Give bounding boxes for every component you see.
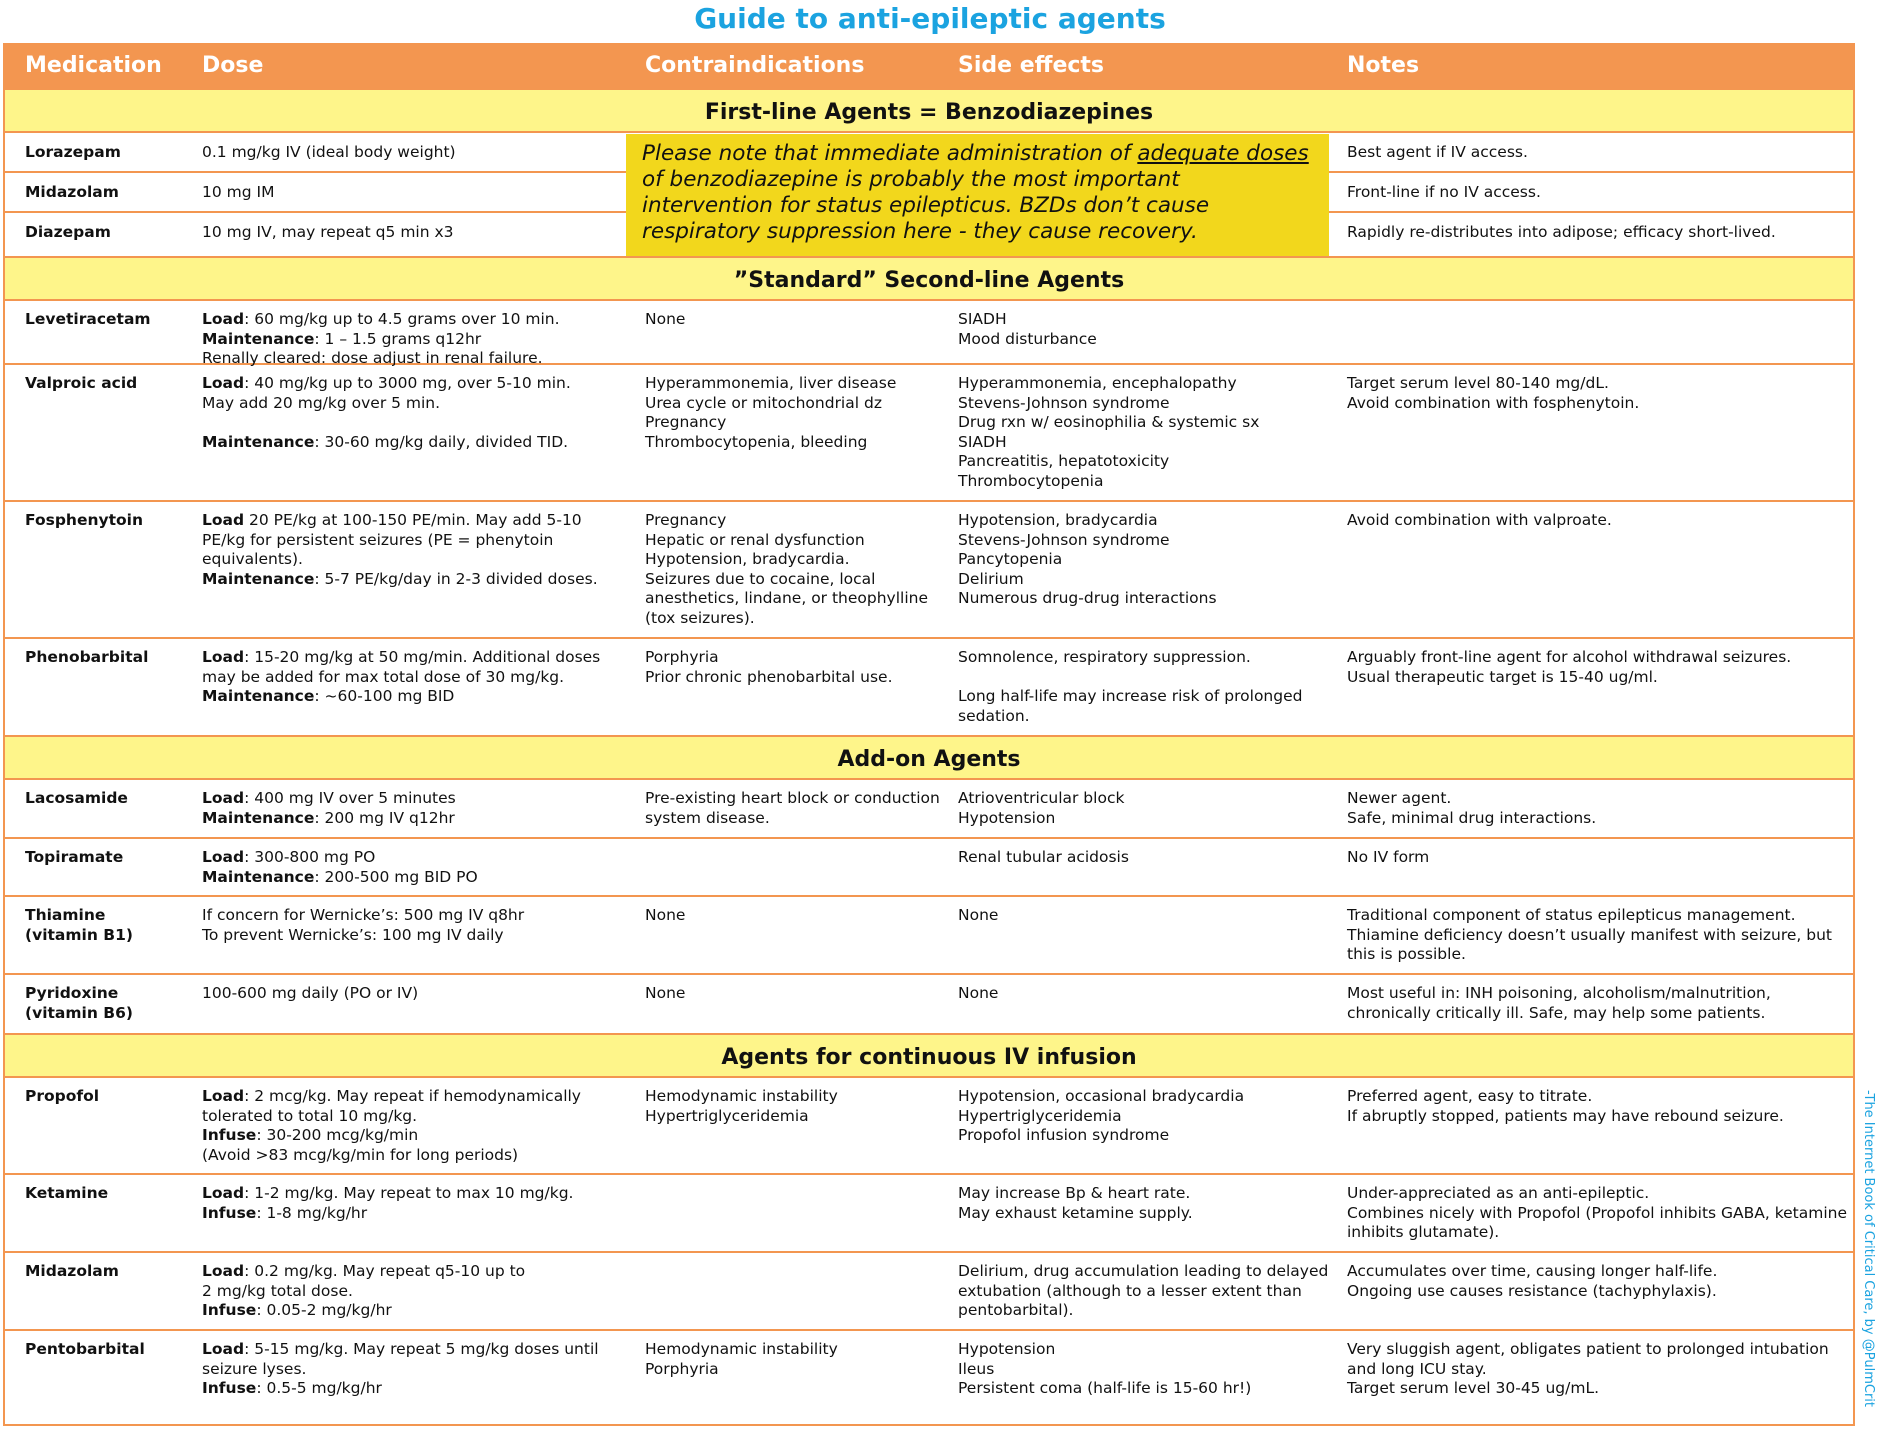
infuse-label: Infuse	[202, 1126, 257, 1144]
maintenance-text: : 200 mg IV q12hr	[314, 808, 455, 827]
dose-cell: 100-600 mg daily (PO or IV)	[202, 984, 419, 1002]
notes-cell: Preferred agent, easy to titrate. If abruptly stopped, patients may have rebound seizure.	[1347, 1087, 1784, 1125]
table-row	[5, 301, 1853, 365]
dose-cell	[202, 310, 642, 369]
medication-cell: Valproic acid	[25, 374, 138, 392]
medication-cell: Fosphenytoin	[25, 511, 144, 529]
contraindications-cell: Porphyria Prior chronic phenobarbital use.	[645, 648, 893, 686]
medication-cell: Pentobarbital	[25, 1340, 145, 1358]
section-header-add-on: Add-on Agents	[5, 735, 1853, 780]
dose-cell: 10 mg IM	[202, 183, 275, 201]
dose-cell	[202, 1262, 642, 1321]
column-header-notes: Notes	[1347, 53, 1420, 78]
notes-cell: Rapidly re-distributes into adipose; efficacy short-lived.	[1347, 223, 1776, 241]
infuse-text: : 1-8 mg/kg/hr	[256, 1203, 368, 1222]
side-effects-cell: None	[958, 906, 999, 924]
contraindications-cell: None	[645, 310, 686, 328]
maintenance-label: Maintenance	[202, 329, 315, 348]
infuse-text: : 0.5-5 mg/kg/hr	[256, 1379, 382, 1397]
notes-cell: Traditional component of status epilepticus management. Thiamine deficiency doesn’t usually manifest with seizure, but this is possible.	[1347, 906, 1833, 963]
page-title: Guide to anti-epileptic agents	[694, 2, 1166, 35]
side-effects-cell: Hypotension, occasional bradycardia Hypertriglyceridemia Propofol infusion syndrome	[958, 1087, 1245, 1144]
dose-cell	[202, 511, 622, 589]
table-row	[5, 780, 1853, 839]
load-label: Load	[202, 1340, 245, 1358]
callout-text-end: of benzodiazepine is probably the most important intervention for status epilepticus. BZDs don’t cause respiratory suppression here - they cause recovery.	[642, 167, 1210, 244]
column-header-medication: Medication	[25, 53, 162, 78]
table-row	[5, 502, 1853, 639]
medication-cell: Lacosamide	[25, 789, 128, 807]
infuse-text: : 30-200 mcg/kg/min	[256, 1126, 419, 1144]
contraindications-cell: Hyperammonemia, liver disease Urea cycle or mitochondrial dz Pregnancy Thrombocytopenia, bleeding	[645, 374, 897, 451]
notes-cell: Target serum level 80-140 mg/dL. Avoid combination with fosphenytoin.	[1347, 374, 1640, 412]
load-text: : 0.2 mg/kg. May repeat q5-10 up to 2 mg/kg total dose.	[202, 1262, 526, 1300]
load-label: Load	[202, 848, 245, 866]
infuse-label: Infuse	[202, 1379, 257, 1397]
table-row	[5, 639, 1853, 735]
load-text: : 40 mg/kg up to 3000 mg, over 5-10 min. May add 20 mg/kg over 5 min.	[202, 374, 571, 412]
contraindications-cell: None	[645, 906, 686, 924]
side-effects-cell: Renal tubular acidosis	[958, 848, 1129, 866]
credit-watermark	[1860, 1090, 1878, 1430]
side-effects-cell: Atrioventricular block Hypotension	[958, 789, 1125, 827]
load-label: Load	[202, 648, 245, 666]
dose-cell: 10 mg IV, may repeat q5 min x3	[202, 223, 454, 241]
medication-cell: Topiramate	[25, 848, 124, 866]
dose-cell	[202, 848, 642, 887]
table-header	[5, 43, 1853, 88]
contraindications-cell: Pregnancy Hepatic or renal dysfunction Hypotension, bradycardia. Seizures due to cocaine, local anesthetics, lindane, or theophylline (tox seizures).	[645, 511, 929, 627]
load-label: Load	[202, 1262, 245, 1280]
notes-cell: Arguably front-line agent for alcohol withdrawal seizures. Usual therapeutic target is 15-40 ug/ml.	[1347, 648, 1792, 686]
column-header-contraindications: Contraindications	[645, 53, 865, 78]
notes-cell: No IV form	[1347, 848, 1430, 866]
notes-cell: Avoid combination with valproate.	[1347, 511, 1612, 529]
load-text: : 400 mg IV over 5 minutes	[244, 789, 456, 807]
load-label: Load	[202, 310, 245, 328]
maintenance-label: Maintenance	[202, 569, 315, 588]
load-text: : 2 mcg/kg. May repeat if hemodynamically tolerated to total 10 mg/kg.	[202, 1087, 581, 1125]
infuse-text: : 0.05-2 mg/kg/hr	[256, 1301, 392, 1319]
infuse-label: Infuse	[202, 1301, 257, 1319]
benzodiazepine-callout	[626, 134, 1329, 256]
table-row	[5, 897, 1853, 975]
maintenance-label: Maintenance	[202, 808, 315, 827]
section-header-infusion: Agents for continuous IV infusion	[5, 1033, 1853, 1078]
load-text: : 1-2 mg/kg. May repeat to max 10 mg/kg.	[244, 1184, 574, 1202]
load-text: : 60 mg/kg up to 4.5 grams over 10 min.	[244, 310, 560, 328]
dose-extra-text: Renally cleared: dose adjust in renal failure.	[202, 349, 543, 367]
table-row	[5, 1078, 1853, 1175]
medication-cell: Pyridoxine (vitamin B6)	[25, 984, 133, 1022]
callout-text-underlined: adequate doses	[1137, 141, 1309, 166]
notes-cell: Accumulates over time, causing longer half-life. Ongoing use causes resistance (tachyphylaxis).	[1347, 1262, 1718, 1300]
section-header-first-line: First-line Agents = Benzodiazepines	[5, 88, 1853, 133]
side-effects-cell: Hyperammonemia, encephalopathy Stevens-Johnson syndrome Drug rxn w/ eosinophilia & systemic sx SIADH Pancreatitis, hepatotoxicity Thrombocytopenia	[958, 374, 1260, 490]
medication-cell: Thiamine (vitamin B1)	[25, 906, 133, 944]
drug-table	[3, 43, 1855, 1426]
notes-cell: Very sluggish agent, obligates patient to prolonged intubation and long ICU stay. Target serum level 30-45 ug/mL.	[1347, 1340, 1829, 1397]
contraindications-cell: None	[645, 984, 686, 1002]
load-label: Load	[202, 511, 245, 529]
table-row	[5, 1175, 1853, 1253]
maintenance-text: : ~60-100 mg BID	[314, 687, 455, 705]
dose-cell: 0.1 mg/kg IV (ideal body weight)	[202, 143, 456, 161]
notes-cell: Best agent if IV access.	[1347, 143, 1528, 161]
table-row	[5, 365, 1853, 502]
load-text: : 300-800 mg PO	[244, 848, 376, 866]
load-text: : 15-20 mg/kg at 50 mg/min. Additional doses may be added for max total dose of 30 mg/kg.	[202, 648, 601, 686]
column-header-dose: Dose	[202, 53, 264, 78]
medication-cell: Diazepam	[25, 223, 111, 241]
side-effects-cell: Delirium, drug accumulation leading to delayed extubation (although to a lesser extent than pentobarbital).	[958, 1262, 1329, 1319]
load-label: Load	[202, 374, 245, 392]
dose-cell	[202, 648, 622, 707]
medication-cell: Lorazepam	[25, 143, 121, 161]
maintenance-text: : 200-500 mg BID PO	[314, 867, 478, 886]
notes-cell: Front-line if no IV access.	[1347, 183, 1541, 201]
notes-cell: Under-appreciated as an anti-epileptic. Combines nicely with Propofol (Propofol inhibits GABA, ketamine inhibits glutamate).	[1347, 1184, 1848, 1241]
medication-cell: Midazolam	[25, 183, 119, 201]
medication-cell: Midazolam	[25, 1262, 119, 1280]
medication-cell: Phenobarbital	[25, 648, 149, 666]
table-row	[5, 1253, 1853, 1331]
table-row	[5, 839, 1853, 897]
contraindications-cell: Pre-existing heart block or conduction system disease.	[645, 789, 940, 827]
load-label: Load	[202, 789, 245, 807]
load-label: Load	[202, 1087, 245, 1105]
table-row	[5, 975, 1853, 1033]
side-effects-cell: Hypotension Ileus Persistent coma (half-life is 15-60 hr!)	[958, 1340, 1252, 1397]
dose-cell: If concern for Wernicke’s: 500 mg IV q8hr To prevent Wernicke’s: 100 mg IV daily	[202, 906, 525, 944]
dose-cell	[202, 374, 642, 452]
maintenance-label: Maintenance	[202, 432, 315, 451]
load-text: : 5-15 mg/kg. May repeat 5 mg/kg doses until seizure lyses.	[202, 1340, 599, 1378]
section-header-second-line: ”Standard” Second-line Agents	[5, 256, 1853, 301]
dose-extra-text: (Avoid >83 mcg/kg/min for long periods)	[202, 1145, 519, 1164]
side-effects-cell: SIADH Mood disturbance	[958, 310, 1097, 348]
medication-cell: Levetiracetam	[25, 310, 151, 328]
maintenance-text: : 5-7 PE/kg/day in 2-3 divided doses.	[314, 569, 598, 588]
credit-text: -The Internet Book of Critical Care, by @PulmCrit	[1861, 1090, 1876, 1408]
maintenance-text: : 30-60 mg/kg daily, divided TID.	[314, 432, 569, 451]
dose-cell	[202, 1087, 642, 1165]
dose-cell	[202, 1340, 642, 1399]
column-header-side-effects: Side effects	[958, 53, 1105, 78]
load-label: Load	[202, 1184, 245, 1202]
notes-cell: Newer agent. Safe, minimal drug interactions.	[1347, 789, 1597, 827]
dose-cell	[202, 1184, 642, 1223]
side-effects-cell: Somnolence, respiratory suppression. Long half-life may increase risk of prolonged sedation.	[958, 648, 1303, 725]
infuse-label: Infuse	[202, 1203, 257, 1222]
maintenance-text: : 1 – 1.5 grams q12hr	[314, 329, 482, 348]
callout-text-start: Please note that immediate administration of	[642, 141, 1138, 166]
maintenance-label: Maintenance	[202, 867, 315, 886]
table-row	[5, 1331, 1853, 1426]
notes-cell: Most useful in: INH poisoning, alcoholism/malnutrition, chronically critically ill. Safe, may help some patients.	[1347, 984, 1771, 1022]
side-effects-cell: None	[958, 984, 999, 1002]
medication-cell: Ketamine	[25, 1184, 109, 1202]
medication-cell: Propofol	[25, 1087, 100, 1105]
side-effects-cell: May increase Bp & heart rate. May exhaust ketamine supply.	[958, 1184, 1193, 1222]
side-effects-cell: Hypotension, bradycardia Stevens-Johnson syndrome Pancytopenia Delirium Numerous drug-drug interactions	[958, 511, 1217, 607]
dose-cell	[202, 789, 642, 828]
load-text: 20 PE/kg at 100-150 PE/min. May add 5-10 PE/kg for persistent seizures (PE = phenytoin equivalents).	[202, 511, 582, 568]
contraindications-cell: Hemodynamic instability Porphyria	[645, 1340, 838, 1378]
maintenance-label: Maintenance	[202, 687, 315, 705]
contraindications-cell: Hemodynamic instability Hypertriglyceridemia	[645, 1087, 838, 1125]
